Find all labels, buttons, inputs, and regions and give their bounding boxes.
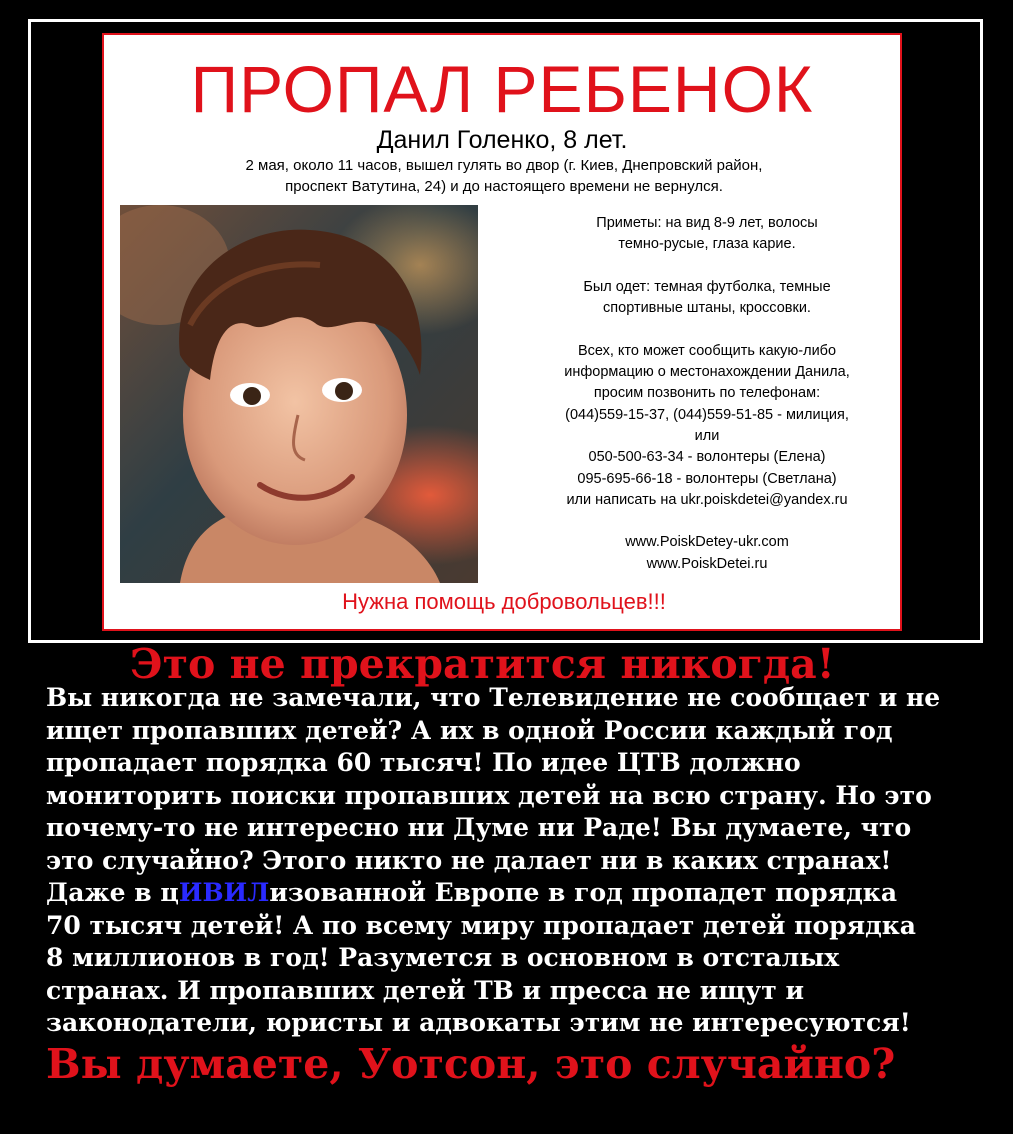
- description-line: 2 мая, около 11 часов, вышел гулять во двор (г. Киев, Днепровский район,: [245, 157, 763, 174]
- child-details: [522, 213, 892, 596]
- closing-question: Вы думаете, Уотсон, это случайно?: [46, 1040, 896, 1088]
- email-line: или написать на ukr.poiskdetei@yandex.ru: [566, 491, 848, 508]
- clothes-line: Был одет: темная футболка, темные: [583, 278, 831, 295]
- body-text: [46, 682, 940, 1040]
- child-portrait-illustration: [120, 205, 478, 583]
- civil-post: изованной Европе в год пропадет порядка: [269, 878, 898, 907]
- body-line: 8 миллионов в год! Разумется в основном в отсталых: [46, 943, 840, 972]
- body-line: мониторить поиски пропавших детей на всю страну. Но это: [46, 780, 932, 810]
- clothes-line: спортивные штаны, кроссовки.: [603, 300, 811, 317]
- body-line: это случайно? Этого никто не далает ни в каких странах!: [46, 845, 892, 875]
- contact-line: информацию о местонахождении Данила,: [564, 364, 850, 381]
- phone-line: 095-695-66-18 - волонтеры (Светлана): [577, 470, 837, 487]
- website-link: www.PoiskDetei.ru: [646, 555, 768, 572]
- clothes-paragraph: [522, 277, 892, 320]
- body-line: почему-то не интересно ни Думе ни Раде! Вы думаете, что: [46, 813, 912, 842]
- child-photo: [120, 205, 478, 583]
- phone-line: 050-500-63-34 - волонтеры (Елена): [588, 449, 826, 466]
- disappearance-description: [164, 155, 844, 197]
- civil-pre: Даже в ц: [46, 878, 179, 907]
- civil-highlight: ИВИЛ: [178, 878, 270, 907]
- body-line: законодатели, юристы и адвокаты этим не интересуются!: [46, 1008, 911, 1037]
- headline: Это не прекратится никогда!: [130, 640, 835, 688]
- contact-line: просим позвонить по телефонам:: [593, 385, 821, 402]
- websites-paragraph: [522, 532, 892, 575]
- description-line: проспект Ватутина, 24) и до настоящего времени не вернулся.: [285, 178, 723, 195]
- body-line: пропадает порядка 60 тысяч! По идее ЦТВ должно: [46, 748, 801, 777]
- features-paragraph: [522, 213, 892, 256]
- phone-line: (044)559-15-37, (044)559-51-85 - милиция,: [565, 406, 849, 423]
- contact-paragraph: [522, 341, 892, 511]
- poster-title: ПРОПАЛ РЕБЕНОК: [190, 52, 814, 126]
- contact-line: Всех, кто может сообщить какую-либо: [577, 342, 837, 359]
- body-line: ищет пропавших детей? А их в одной России каждый год: [46, 715, 893, 745]
- body-line-civil: [46, 877, 940, 910]
- child-name: Данил Голенко, 8 лет.: [376, 126, 628, 154]
- body-line: 70 тысяч детей! А по всему миру пропадает детей порядка: [46, 910, 916, 940]
- contact-line: или: [694, 427, 720, 444]
- features-line: Приметы: на вид 8-9 лет, волосы: [596, 215, 818, 231]
- volunteers-call: Нужна помощь добровольцев!!!: [342, 589, 666, 614]
- body-line: странах. И пропавших детей ТВ и пресса не ищут и: [46, 975, 805, 1005]
- body-line: Вы никогда не замечали, что Телевидение не сообщает и не: [46, 683, 941, 712]
- features-line: темно-русые, глаза карие.: [618, 236, 796, 253]
- website-link: www.PoiskDetey-ukr.com: [625, 534, 789, 551]
- missing-poster: [102, 33, 902, 631]
